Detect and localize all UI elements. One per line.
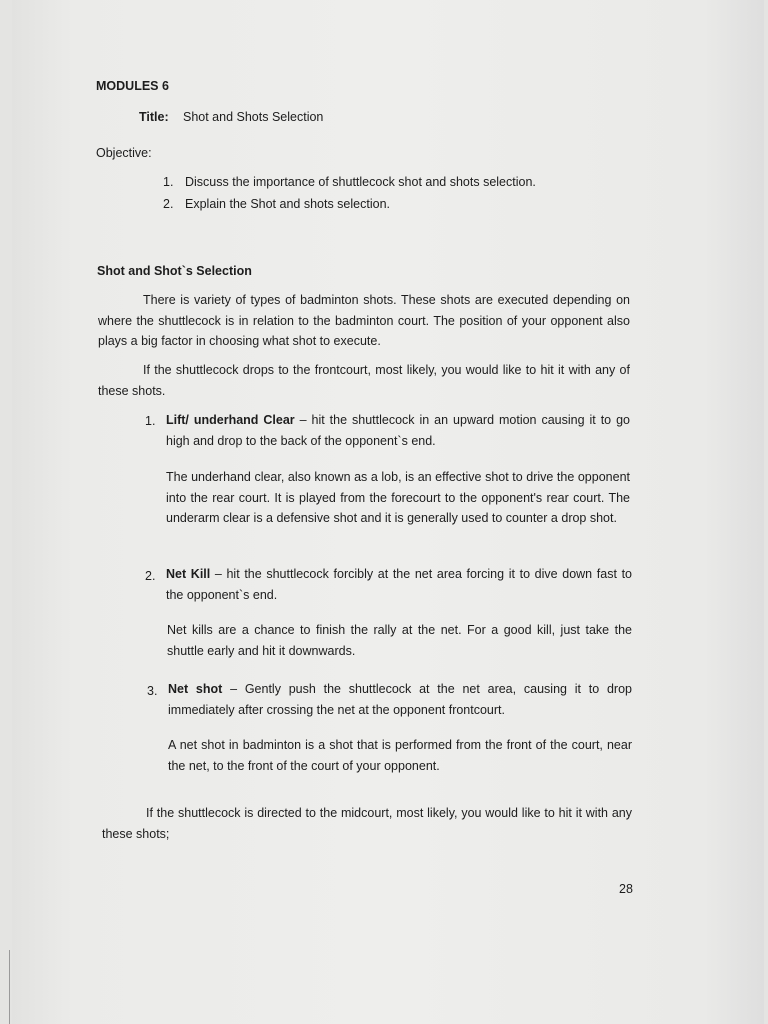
scan-edge-line: [9, 950, 10, 1024]
frontcourt-intro-paragraph: If the shuttlecock drops to the frontcourt, most likely, you would like to hit it with any of these shots.: [98, 363, 630, 398]
page-number: 28: [619, 882, 633, 896]
objective-num-1: 1.: [163, 175, 174, 189]
shot-item-1: [166, 410, 630, 451]
shot-name-1: Lift/ underhand Clear: [166, 413, 295, 427]
shot-desc-3: – Gently push the shuttlecock at the net area, causing it to drop immediately after crossing the net at the opponent frontcourt.: [168, 682, 633, 717]
shot-name-3: Net shot: [168, 682, 223, 696]
shot-num-3: 3.: [147, 684, 158, 698]
section-heading: Shot and Shot`s Selection: [97, 264, 252, 278]
objective-label: Objective:: [96, 146, 152, 160]
title-label: Title:: [139, 110, 169, 124]
shot-item-3: [168, 679, 632, 720]
objective-item-2: Explain the Shot and shots selection.: [185, 197, 390, 211]
shot-desc-2: – hit the shuttlecock forcibly at the net area forcing it to dive down fast to the opponent`s end.: [166, 567, 632, 602]
objective-num-2: 2.: [163, 197, 174, 211]
midcourt-intro-paragraph: If the shuttlecock is directed to the midcourt, most likely, you would like to hit it with any these shots;: [102, 806, 632, 841]
shot-item-2: [166, 564, 632, 605]
shot-detail-3: A net shot in badminton is a shot that is performed from the front of the court, near the net, to the front of the court of your opponent.: [168, 738, 632, 773]
objective-item-1: Discuss the importance of shuttlecock shot and shots selection.: [185, 175, 536, 189]
shot-num-1: 1.: [145, 414, 156, 428]
shot-name-2: Net Kill: [166, 567, 211, 581]
shot-num-2: 2.: [145, 569, 156, 583]
shot-detail-2: Net kills are a chance to finish the rally at the net. For a good kill, just take the shuttle early and hit it downwards.: [167, 623, 632, 658]
title-value: Shot and Shots Selection: [183, 110, 324, 124]
module-label: MODULES 6: [96, 79, 169, 93]
shot-detail-1: The underhand clear, also known as a lob, is an effective shot to drive the opponent into the rear court. It is played from the forecourt to the opponent's rear court. The underarm clear is a defensive shot and it is generally used to counter a drop shot.: [166, 470, 630, 525]
shot-desc-1: – hit the shuttlecock in an upward motion causing it to go high and drop to the back of the opponent`s end.: [166, 413, 630, 448]
intro-paragraph: There is variety of types of badminton shots. These shots are executed depending on where the shuttlecock is in relation to the badminton court. The position of your opponent also plays a big factor in choosing what shot to execute.: [98, 293, 630, 348]
